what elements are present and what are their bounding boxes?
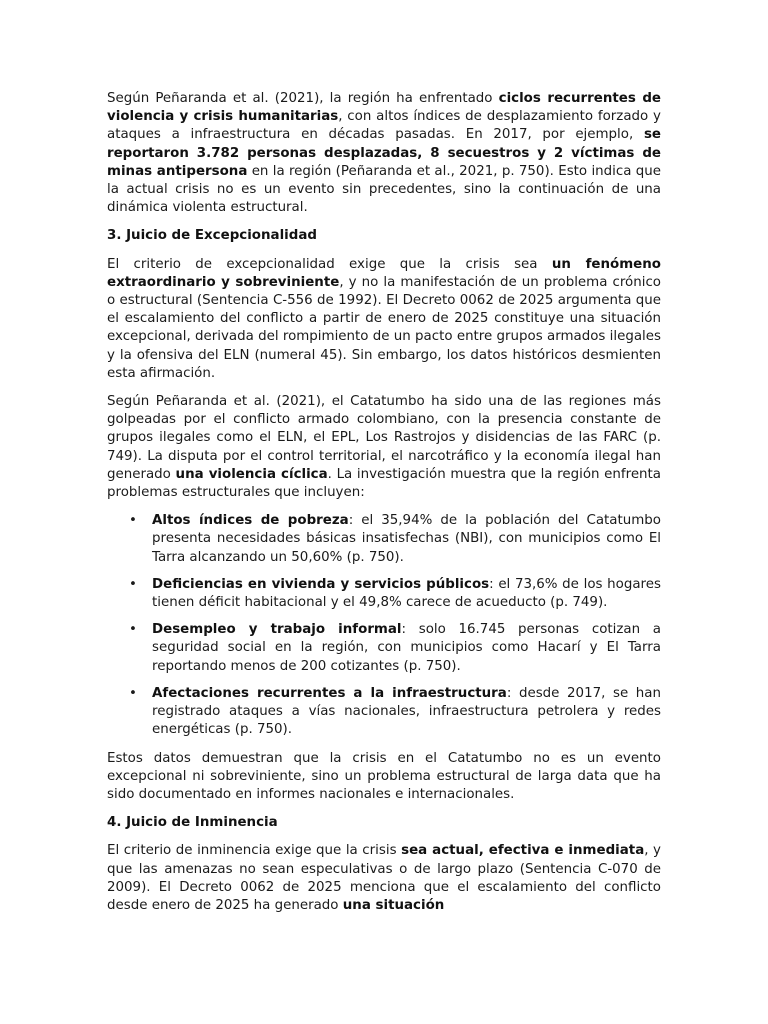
bold-text: ciclos recurrentes de violencia y crisis humanitarias [107,91,661,125]
paragraph-conclusion-datos: Estos datos demuestran que la crisis en el Catatumbo no es un evento excepcional ni sobreviniente, sino un problema estructural de larga data que ha sido documentado en informes nacionales e internacionales. [107,750,661,802]
list-item [107,621,661,676]
text-run: : solo 16.745 personas cotizan a seguridad social en la región, con municipios como Hacarí y El Tarra reportando menos de 200 cotizantes (p. 750). [152,622,662,674]
paragraph-criterio-inminencia [107,842,661,915]
bold-text: una violencia cíclica [175,466,328,482]
section-heading-inminencia: 4. Juicio de Inminencia [107,815,278,831]
bold-text: Deficiencias en vivienda y servicios públicos [152,576,490,592]
text-run: Según Peñaranda et al. (2021), el Catatumbo ha sido una de las regiones más golpeadas por el conflicto armado colombiano, con la presencia constante de grupos ilegales como el ELN, el EPL, Los Rastrojos y disidencias de las FARC (p. 749). La disputa por el control territorial, el narcotráfico y la economía ilegal han generado [107,394,661,482]
text-run: : desde 2017, se han registrado ataques a vías nacionales, infraestructura petrolera y redes energéticas (p. 750). [152,685,661,738]
bold-text: una situación [342,897,445,913]
text-run: . La investigación muestra que la región enfrenta problemas estructurales que incluyen: [107,466,662,501]
bullet-icon: • [129,576,137,592]
bold-text: Altos índices de pobreza [152,513,349,529]
document-page [107,90,661,925]
bold-text: Desempleo y trabajo informal [152,622,402,638]
bold-text: un fenómeno extraordinario y sobreviniente [107,256,661,290]
bold-text: Afectaciones recurrentes a la infraestructura [152,685,507,701]
paragraph-criterio-excepcionalidad [107,256,661,383]
list-item [107,685,661,740]
bold-text: sea actual, efectiva e inmediata [401,843,645,859]
paragraph-catatumbo [107,393,661,502]
paragraph-precedentes [107,90,661,217]
text-run: El criterio de excepcionalidad exige que la crisis sea [107,256,552,272]
bullet-icon: • [129,513,137,529]
text-run: : el 73,6% de los hogares tienen déficit habitacional y el 49,8% carece de acueducto (p. 749). [152,576,661,611]
text-run: El criterio de inminencia exige que la crisis [107,843,402,859]
list-item [107,512,661,567]
bullet-icon: • [129,685,137,701]
list-item [107,576,661,612]
section-heading-excepcionalidad: 3. Juicio de Excepcionalidad [107,228,317,244]
text-run: en la región (Peñaranda et al., 2021, p. 750). Esto indica que la actual crisis no es un evento sin precedentes, sino la continuación de una dinámica violenta estructural. [107,163,661,216]
text-run: , y que las amenazas no sean especulativas o de largo plazo (Sentencia C-070 de 2009). El Decreto 0062 de 2025 menciona que el escalamiento del conflicto desde enero de 2025 ha generado [107,843,661,913]
text-run: , con altos índices de desplazamiento forzado y ataques a infraestructura en décadas pasadas. En 2017, por ejemplo, [107,109,661,143]
text-run: , y no la manifestación de un problema crónico o estructural (Sentencia C-556 de 1992). El Decreto 0062 de 2025 argumenta que el escalamiento del conflicto a partir de enero de 2025 constituye una situación excepcional, derivada del rompimiento de un pacto entre grupos armados ilegales y la ofensiva del ELN (numeral 45). Sin embargo, los datos históricos desmienten esta afirmación. [107,274,661,381]
text-run: : el 35,94% de la población del Catatumbo presenta necesidades básicas insatisfechas (NBI), con municipios como El Tarra alcanzando un 50,60% (p. 750). [152,513,661,565]
bullet-list-problemas [107,512,661,739]
text-run: Según Peñaranda et al. (2021), la región ha enfrentado [107,91,499,106]
bold-text: se reportaron 3.782 personas desplazadas, 8 secuestros y 2 víctimas de minas antipersona [107,127,661,179]
bullet-icon: • [129,622,137,638]
